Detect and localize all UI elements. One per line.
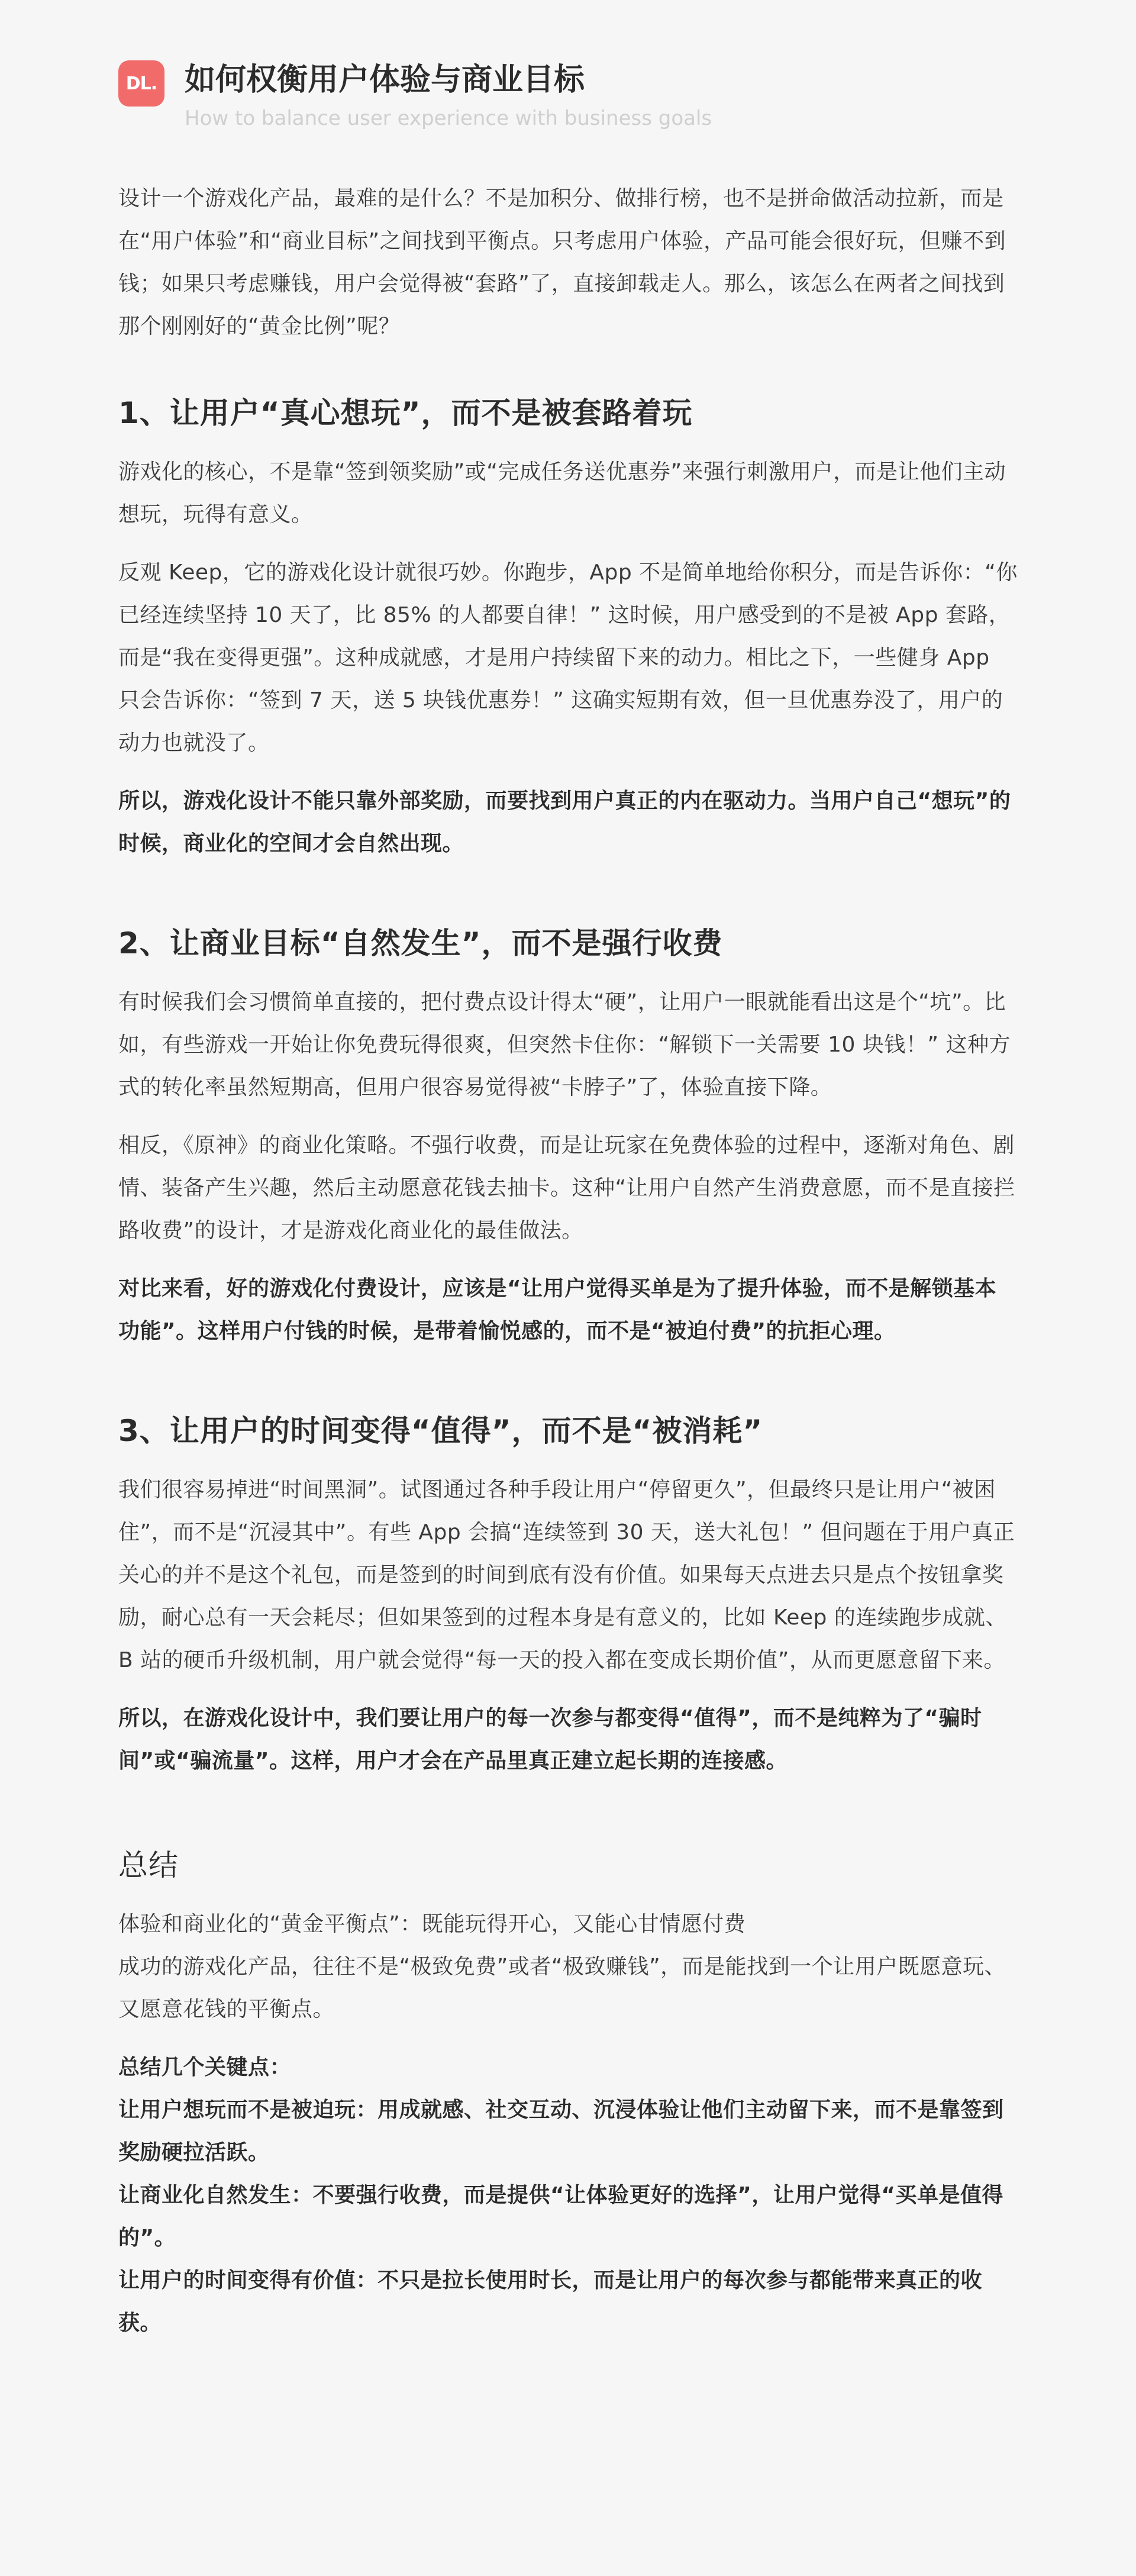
section-2-paragraph-2: 相反，《原神》的商业化策略。不强行收费，而是让玩家在免费体验的过程中，逐渐对角色、剧情、装备产生兴趣，然后主动愿意花钱去抽卡。这种“让用户自然产生消费意愿，而不是直接拦路收费”的设计，才是游戏化商业化的最佳做法。 bbox=[118, 1133, 1015, 1243]
section-2-conclusion: 对比来看，好的游戏化付费设计，应该是“让用户觉得买单是为了提升体验，而不是解锁基本功能”。这样用户付钱的时候，是带着愉悦感的，而不是“被迫付费”的抗拒心理。 bbox=[118, 1276, 997, 1343]
summary-line-2: 成功的游戏化产品，往往不是“极致免费”或者“极致赚钱”，而是能找到一个让用户既愿意玩、又愿意花钱的平衡点。 bbox=[118, 1955, 1006, 2022]
key-point-3: 让用户的时间变得有价值：不只是拉长使用时长，而是让用户的每次参与都能带来真正的收获。 bbox=[118, 2268, 983, 2335]
section-3-heading: 3、让用户的时间变得“值得”，而不是“被消耗” bbox=[118, 1414, 763, 1448]
summary-heading: 总结 bbox=[118, 1848, 179, 1882]
section-2-heading: 2、让商业目标“自然发生”，而不是强行收费 bbox=[118, 926, 723, 960]
section-3-paragraph-1: 我们很容易掉进“时间黑洞”。试图通过各种手段让用户“停留更久”，但最终只是让用户“被困住”，而不是“沉浸其中”。有些 App 会搞“连续签到 30 天，送大礼包！” 但问题在于用户真正关心的并不是这个礼包，而是签到的时间到底有没有价值。如果每天点进去只是点个按钮拿奖励，耐心总有一天会耗尽；但如果签到的过程本身是有意义的，比如 Keep 的连续跑步成就、B 站的硬币升级机制，用户就会觉得“每一天的投入都在变成长期价值”，从而更愿意留下来。 bbox=[118, 1478, 1015, 1672]
section-1-conclusion: 所以，游戏化设计不能只靠外部奖励，而要找到用户真正的内在驱动力。当用户自己“想玩”的时候，商业化的空间才会自然出现。 bbox=[118, 789, 1011, 856]
summary-line-1: 体验和商业化的“黄金平衡点”：既能玩得开心，又能心甘情愿付费 bbox=[118, 1912, 746, 1936]
section-3-conclusion: 所以，在游戏化设计中，我们要让用户的每一次参与都变得“值得”，而不是纯粹为了“骗时间”或“骗流量”。这样，用户才会在产品里真正建立起长期的连接感。 bbox=[118, 1706, 982, 1773]
section-2-paragraph-1: 有时候我们会习惯简单直接的，把付费点设计得太“硬”，让用户一眼就能看出这是个“坑”。比如，有些游戏一开始让你免费玩得很爽，但突然卡住你：“解锁下一关需要 10 块钱！” 这种方式的转化率虽然短期高，但用户很容易觉得被“卡脖子”了，体验直接下降。 bbox=[118, 990, 1011, 1100]
section-1-paragraph-1: 游戏化的核心，不是靠“签到领奖励”或“完成任务送优惠券”来强行刺激用户，而是让他们主动想玩，玩得有意义。 bbox=[118, 460, 1006, 527]
key-points-title: 总结几个关键点： bbox=[118, 2055, 292, 2080]
page-title: 如何权衡用户体验与商业目标 bbox=[185, 62, 585, 98]
key-points bbox=[118, 2046, 1018, 2345]
section-1-heading: 1、让用户“真心想玩”，而不是被套路着玩 bbox=[118, 396, 693, 430]
brand-logo-text: DL. bbox=[125, 73, 157, 94]
intro-paragraph: 设计一个游戏化产品，最难的是什么？不是加积分、做排行榜，也不是拼命做活动拉新，而是在“用户体验”和“商业目标”之间找到平衡点。只考虑用户体验，产品可能会很好玩，但赚不到钱；如果只考虑赚钱，用户会觉得被“套路”了，直接卸载走人。那么，该怎么在两者之间找到那个刚刚好的“黄金比例”呢？ bbox=[118, 186, 1006, 338]
article-body bbox=[118, 178, 1018, 2345]
key-point-2: 让商业化自然发生：不要强行收费，而是提供“让体验更好的选择”，让用户觉得“买单是值得的”。 bbox=[118, 2183, 1003, 2250]
brand-logo bbox=[118, 60, 164, 107]
section-1-paragraph-2: 反观 Keep，它的游戏化设计就很巧妙。你跑步，App 不是简单地给你积分，而是告诉你：“你已经连续坚持 10 天了，比 85% 的人都要自律！” 这时候，用户感受到的不是被 App 套路，而是“我在变得更强”。这种成就感，才是用户持续留下来的动力。相比之下，一些健身 App 只会告诉你：“签到 7 天，送 5 块钱优惠券！” 这确实短期有效，但一旦优惠券没了，用户的动力也就没了。 bbox=[118, 560, 1018, 755]
article-header bbox=[118, 54, 1018, 143]
key-point-1: 让用户想玩而不是被迫玩：用成就感、社交互动、沉浸体验让他们主动留下来，而不是靠签到奖励硬拉活跃。 bbox=[118, 2098, 1004, 2165]
page-subtitle: How to balance user experience with business goals bbox=[185, 107, 712, 130]
